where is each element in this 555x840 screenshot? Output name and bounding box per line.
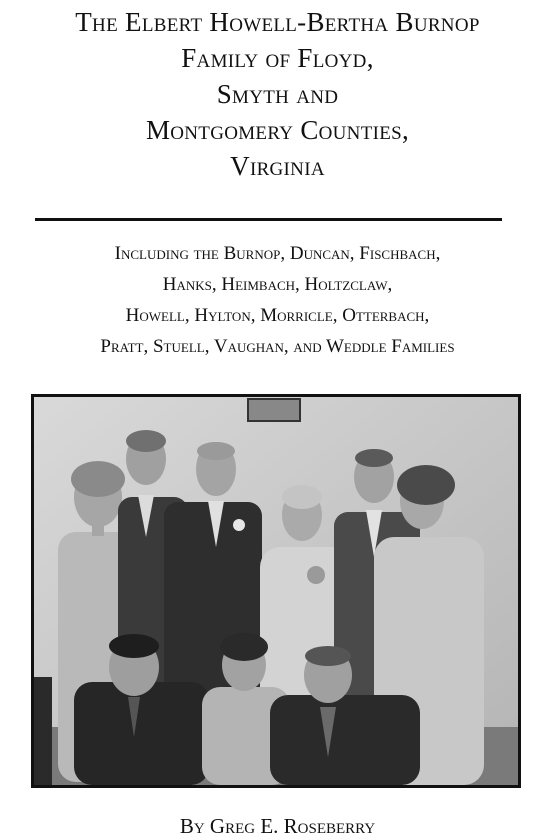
subtitle-line-2: Hanks, Heimbach, Holtzclaw, <box>162 274 393 295</box>
wall-picture-frame <box>248 399 300 421</box>
title-line-5: Virginia <box>230 151 325 181</box>
book-author: By Greg E. Roseberry <box>179 814 376 838</box>
subtitle-line-3: Howell, Hylton, Morricle, Otterbach, <box>125 305 430 326</box>
subtitle-line-4: Pratt, Stuell, Vaughan, and Weddle Families <box>100 336 455 357</box>
title-line-4: Montgomery Counties, <box>145 115 410 145</box>
title-line-3: Smyth and <box>216 79 339 109</box>
person-edge-left <box>34 677 52 785</box>
title-line-1: The Elbert Howell-Bertha Burnop <box>75 7 480 37</box>
subtitle-line-1: Including the Burnop, Duncan, Fischbach, <box>114 243 441 264</box>
book-title <box>0 4 555 184</box>
family-photo <box>31 394 521 788</box>
family-photo-illustration <box>34 397 518 785</box>
title-line-2: Family of Floyd, <box>181 43 374 73</box>
book-subtitle <box>0 238 555 362</box>
title-divider <box>35 218 502 221</box>
